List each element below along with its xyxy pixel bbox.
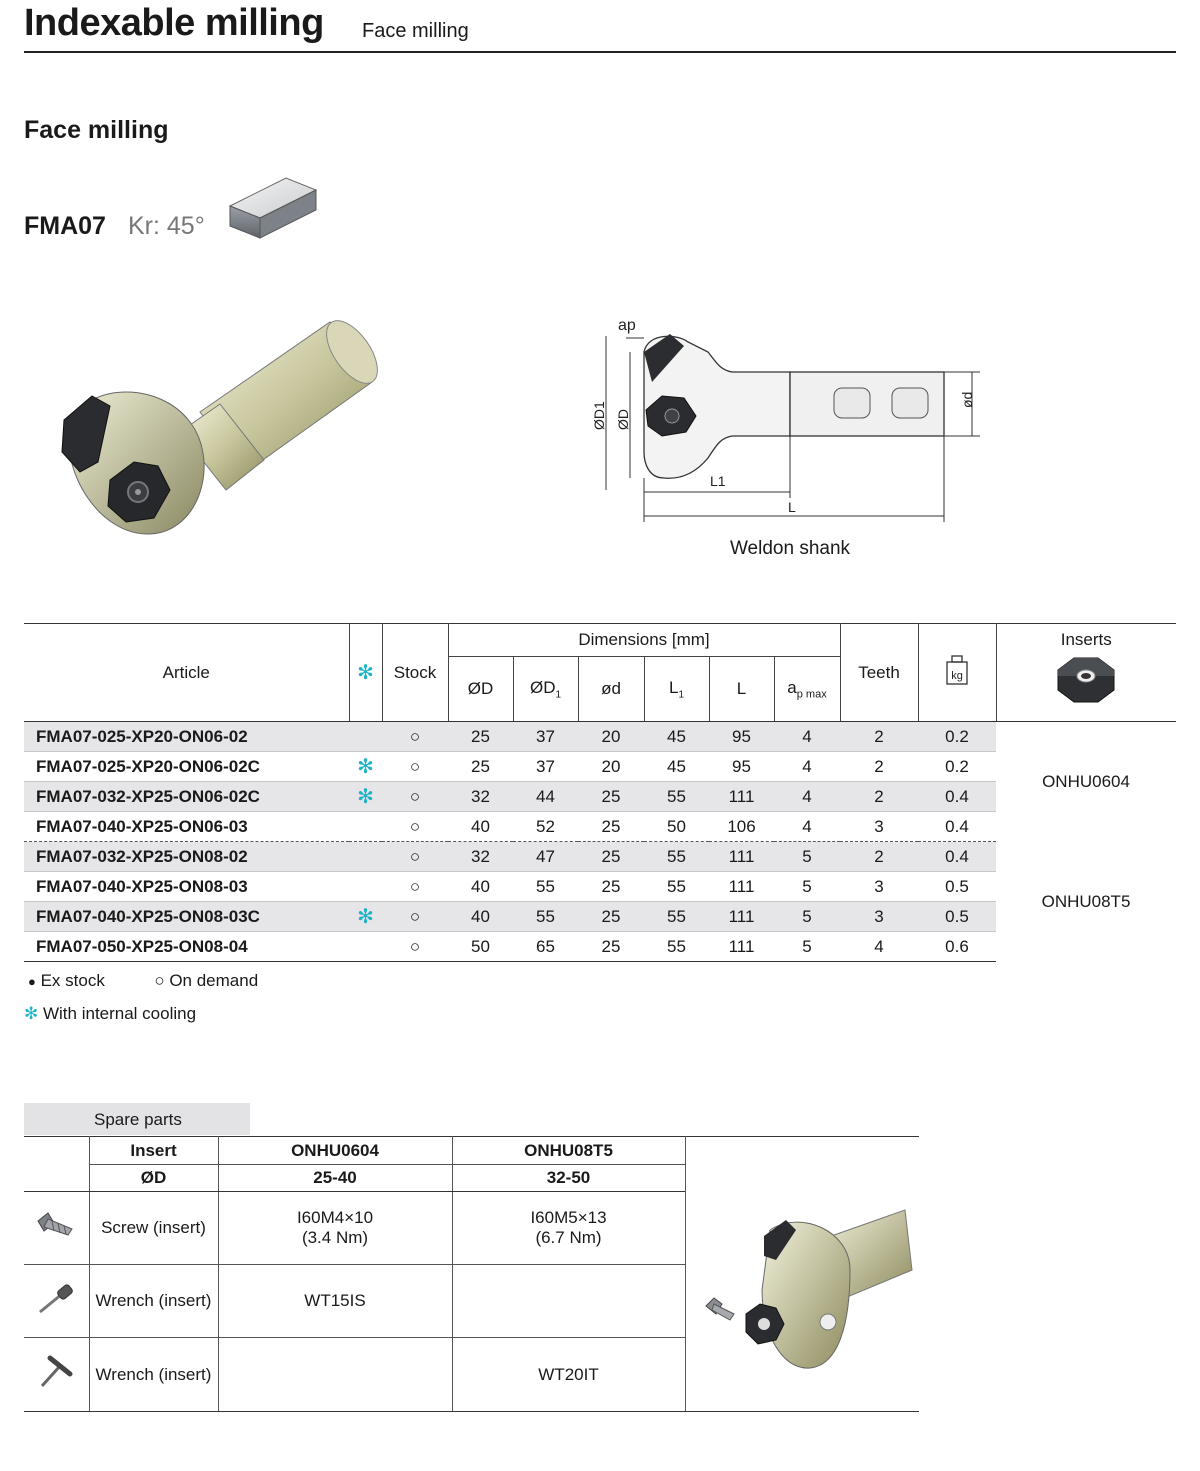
drawing-caption: Weldon shank [729, 538, 851, 559]
table-cell-l1: 50 [644, 812, 709, 842]
dim-label-l: L [788, 499, 796, 515]
milling-cutter-image [50, 312, 380, 542]
spare-row-value: I60M4×10 (3.4 Nm) [218, 1192, 452, 1265]
table-cell-l: 111 [709, 902, 774, 932]
table-cell-small-d: 25 [578, 872, 644, 902]
table-cell-weight: 0.5 [918, 902, 996, 932]
product-table [24, 623, 1176, 962]
spare-row-value [452, 1265, 685, 1338]
table-cell-l: 111 [709, 782, 774, 812]
table-cell-d: 32 [448, 842, 513, 872]
spare-insert-label: Insert [89, 1137, 218, 1165]
spare-row-label: Screw (insert) [89, 1192, 218, 1265]
table-cell-insert: ONHU0604 [1042, 771, 1130, 791]
on-demand-label: On demand [169, 971, 259, 990]
table-cell-d1: 55 [513, 902, 578, 932]
spare-d-label: ØD [89, 1165, 218, 1192]
spare-row-label: Wrench (insert) [89, 1338, 218, 1412]
header-article: Article [24, 624, 349, 722]
header-stock: Stock [382, 624, 448, 722]
table-cell-d: 40 [448, 872, 513, 902]
header-small-d: ød [578, 657, 644, 722]
table-cell-l: 111 [709, 842, 774, 872]
table-cell-d1: 47 [513, 842, 578, 872]
ex-stock-symbol: ● [28, 974, 36, 989]
model-kr: Kr: 45° [128, 212, 205, 240]
table-row [24, 842, 1176, 872]
header-divider [24, 51, 1176, 53]
table-cell-weight: 0.4 [918, 812, 996, 842]
table-cell-ap: 4 [774, 782, 840, 812]
table-cell-stock: ○ [382, 782, 448, 812]
dim-label-ap: ap [618, 317, 636, 334]
table-cell-article: FMA07-025-XP20-ON06-02 [24, 722, 349, 752]
header-d: ØD [448, 657, 513, 722]
screw-icon [24, 1192, 89, 1265]
table-cell-d: 25 [448, 722, 513, 752]
spare-range-col1: 25-40 [218, 1165, 452, 1192]
weight-icon [946, 654, 968, 686]
table-cell-l: 111 [709, 932, 774, 962]
model-name: FMA07 [24, 212, 106, 240]
table-cell-d1: 52 [513, 812, 578, 842]
table-cell-stock: ○ [382, 752, 448, 782]
ex-stock-label: Ex stock [40, 971, 105, 990]
table-cell-article: FMA07-040-XP25-ON08-03 [24, 872, 349, 902]
table-cell-l1: 55 [644, 932, 709, 962]
table-cell-d: 32 [448, 782, 513, 812]
table-cell-d1: 55 [513, 872, 578, 902]
table-cell-stock: ○ [382, 722, 448, 752]
dim-label-small-d: ød [959, 391, 975, 408]
dim-label-l1: L1 [710, 473, 726, 489]
header-l1: $L_1$ [644, 657, 709, 722]
table-cell-weight: 0.4 [918, 842, 996, 872]
table-cell-cooling [349, 722, 382, 752]
table-row [24, 722, 1176, 752]
table-cell-article: FMA07-040-XP25-ON06-03 [24, 812, 349, 842]
technical-drawing [588, 312, 1008, 532]
table-cell-article: FMA07-032-XP25-ON06-02C [24, 782, 349, 812]
table-cell-cooling [349, 812, 382, 842]
table-cell-teeth: 3 [840, 872, 918, 902]
table-cell-stock: ○ [382, 872, 448, 902]
table-cell-cooling: ✻ [349, 752, 382, 782]
table-cell-weight: 0.2 [918, 752, 996, 782]
table-cell-article: FMA07-025-XP20-ON06-02C [24, 752, 349, 782]
table-cell-article: FMA07-032-XP25-ON08-02 [24, 842, 349, 872]
table-cell-ap: 5 [774, 872, 840, 902]
table-cell-cooling: ✻ [349, 782, 382, 812]
table-cell-small-d: 25 [578, 812, 644, 842]
header-d1: $ØD_1$ [513, 657, 578, 722]
table-cell-d: 25 [448, 752, 513, 782]
assembly-image [700, 1190, 915, 1380]
header-inserts [996, 624, 1176, 722]
spare-row-label: Wrench (insert) [89, 1265, 218, 1338]
table-cell-cooling [349, 872, 382, 902]
table-cell-article: FMA07-040-XP25-ON08-03C [24, 902, 349, 932]
spare-row-value: WT15IS [218, 1265, 452, 1338]
legend-cooling [24, 1004, 196, 1024]
table-cell-l: 111 [709, 872, 774, 902]
header-inserts-label: Inserts [1060, 630, 1112, 649]
spare-row-value: WT20IT [452, 1338, 685, 1412]
table-cell-d1: 44 [513, 782, 578, 812]
table-cell-weight: 0.4 [918, 782, 996, 812]
dim-label-d1: ØD1 [591, 401, 607, 430]
table-cell-l1: 55 [644, 902, 709, 932]
table-cell-small-d: 25 [578, 842, 644, 872]
table-cell-l1: 55 [644, 872, 709, 902]
table-cell-l1: 45 [644, 722, 709, 752]
table-cell-l: 95 [709, 722, 774, 752]
dim-label-d: ØD [615, 409, 631, 430]
cooling-label: With internal cooling [42, 1004, 197, 1023]
table-cell-weight: 0.6 [918, 932, 996, 962]
spare-row-value: I60M5×13 (6.7 Nm) [452, 1192, 685, 1265]
table-cell-ap: 4 [774, 812, 840, 842]
table-cell-ap: 5 [774, 932, 840, 962]
page-subtitle: Face milling [362, 20, 469, 42]
table-cell-d: 50 [448, 932, 513, 962]
spare-row-value [218, 1338, 452, 1412]
header-l: L [709, 657, 774, 722]
table-cell-teeth: 2 [840, 752, 918, 782]
spare-range-col2: 32-50 [452, 1165, 685, 1192]
spare-insert-col2: ONHU08T5 [452, 1137, 685, 1165]
weight-unit: kg [951, 670, 963, 682]
table-cell-teeth: 2 [840, 722, 918, 752]
table-cell-article: FMA07-050-XP25-ON08-04 [24, 932, 349, 962]
header-dimensions: Dimensions [mm] [448, 624, 840, 657]
header-ap: $a_{p max}$ [774, 657, 840, 722]
table-cell-small-d: 25 [578, 782, 644, 812]
table-cell-cooling: ✻ [349, 902, 382, 932]
table-cell-d1: 65 [513, 932, 578, 962]
table-cell-d: 40 [448, 902, 513, 932]
spare-parts-tab: Spare parts [24, 1103, 250, 1135]
table-cell-l1: 55 [644, 842, 709, 872]
cooling-icon: ✻ [24, 1004, 39, 1023]
table-cell-cooling [349, 932, 382, 962]
section-title: Face milling [24, 116, 169, 144]
table-cell-l: 95 [709, 752, 774, 782]
table-cell-stock: ○ [382, 812, 448, 842]
table-cell-d: 40 [448, 812, 513, 842]
on-demand-symbol: ○ [154, 971, 165, 990]
table-cell-cooling [349, 842, 382, 872]
table-cell-l1: 55 [644, 782, 709, 812]
header-teeth: Teeth [840, 624, 918, 722]
table-cell-l1: 45 [644, 752, 709, 782]
table-cell-small-d: 25 [578, 902, 644, 932]
header-cooling-icon: ✻ [349, 624, 382, 722]
legend-stock [28, 971, 258, 991]
t-wrench-icon [24, 1338, 89, 1412]
table-cell-d1: 37 [513, 752, 578, 782]
workpiece-block-icon [228, 176, 320, 240]
table-cell-weight: 0.2 [918, 722, 996, 752]
table-cell-ap: 5 [774, 842, 840, 872]
table-cell-stock: ○ [382, 932, 448, 962]
table-cell-teeth: 2 [840, 842, 918, 872]
table-cell-stock: ○ [382, 902, 448, 932]
spare-insert-col1: ONHU0604 [218, 1137, 452, 1165]
table-cell-teeth: 3 [840, 812, 918, 842]
table-cell-small-d: 25 [578, 932, 644, 962]
insert-icon [1054, 654, 1118, 706]
table-cell-ap: 4 [774, 752, 840, 782]
screwdriver-icon [24, 1265, 89, 1338]
table-cell-weight: 0.5 [918, 872, 996, 902]
table-cell-stock: ○ [382, 842, 448, 872]
table-cell-small-d: 20 [578, 752, 644, 782]
table-cell-small-d: 20 [578, 722, 644, 752]
table-cell-teeth: 2 [840, 782, 918, 812]
table-cell-d1: 37 [513, 722, 578, 752]
table-cell-teeth: 3 [840, 902, 918, 932]
table-cell-ap: 5 [774, 902, 840, 932]
table-cell-teeth: 4 [840, 932, 918, 962]
table-cell-insert: ONHU08T5 [1041, 891, 1131, 911]
table-cell-ap: 4 [774, 722, 840, 752]
page-title: Indexable milling [24, 2, 324, 44]
table-cell-l: 106 [709, 812, 774, 842]
header-weight [918, 624, 996, 722]
